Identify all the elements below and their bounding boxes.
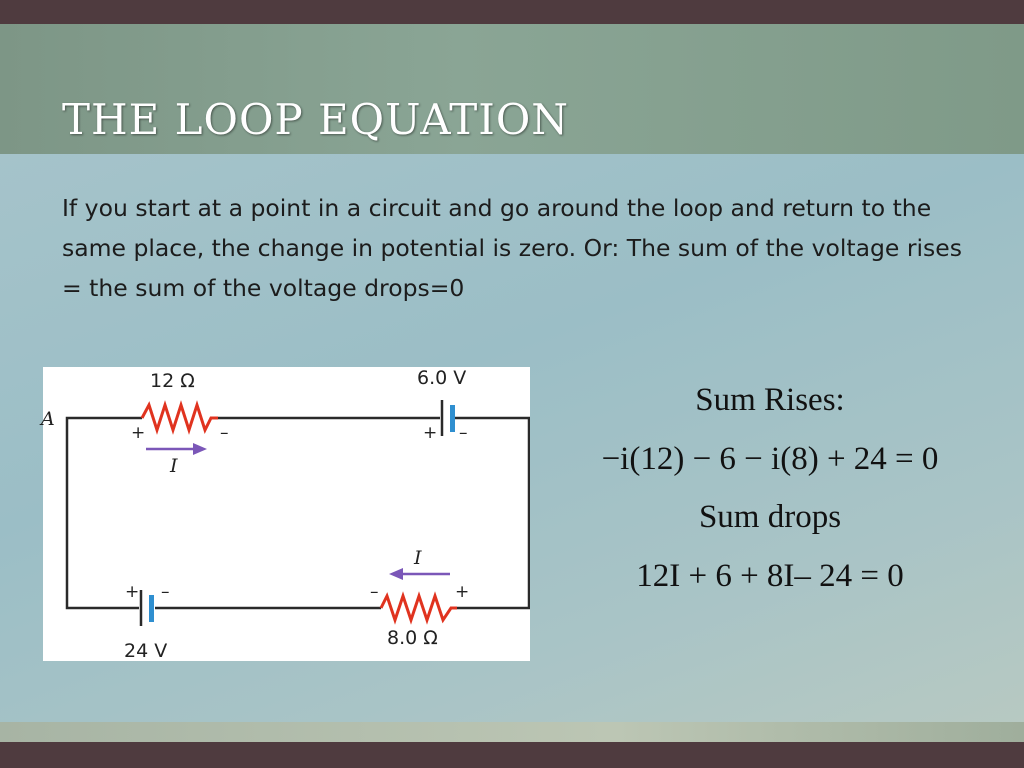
battery-top-minus: – xyxy=(459,423,468,443)
current-arrow-top xyxy=(146,443,207,455)
slide-title: THE LOOP EQUATION xyxy=(62,95,570,144)
drops-equation: 12I + 6 + 8I– 24 = 0 xyxy=(636,558,904,594)
sum-rises-label: Sum Rises: xyxy=(695,382,845,418)
resistor-top-minus: – xyxy=(220,423,229,443)
rises-equation: −i(12) − 6 − i(8) + 24 = 0 xyxy=(601,441,939,477)
resistor-top-label: 12 Ω xyxy=(150,370,195,392)
battery-top xyxy=(442,400,455,436)
footer-band xyxy=(0,722,1024,742)
battery-bottom xyxy=(141,590,154,626)
circuit-wires xyxy=(67,418,529,608)
resistor-bottom xyxy=(381,596,457,620)
resistor-bottom-plus: + xyxy=(455,582,470,602)
current-arrow-bottom xyxy=(389,568,450,580)
battery-top-plus: + xyxy=(423,423,438,443)
resistor-top-plus: + xyxy=(131,423,146,443)
current-label-top: I xyxy=(170,455,178,477)
circuit-drawing xyxy=(43,367,530,661)
resistor-top xyxy=(142,405,218,430)
battery-bottom-minus: – xyxy=(161,582,170,602)
battery-top-label: 6.0 V xyxy=(417,367,467,389)
resistor-bottom-label: 8.0 Ω xyxy=(387,627,438,649)
circuit-diagram xyxy=(43,367,530,661)
sum-drops-label: Sum drops xyxy=(698,499,842,535)
body-text: If you start at a point in a circuit and go around the loop and return to the same place, the change in potential is zero. Or: The sum of the voltage rises = the sum of the voltage drops=0 xyxy=(62,194,962,302)
battery-bottom-plus: + xyxy=(125,582,140,602)
battery-bottom-label: 24 V xyxy=(124,640,168,662)
top-border-bar xyxy=(0,0,1024,24)
current-label-bottom: I xyxy=(414,547,422,569)
bottom-border-bar xyxy=(0,742,1024,768)
point-a-label: A xyxy=(41,408,55,430)
resistor-bottom-minus: – xyxy=(370,582,379,602)
